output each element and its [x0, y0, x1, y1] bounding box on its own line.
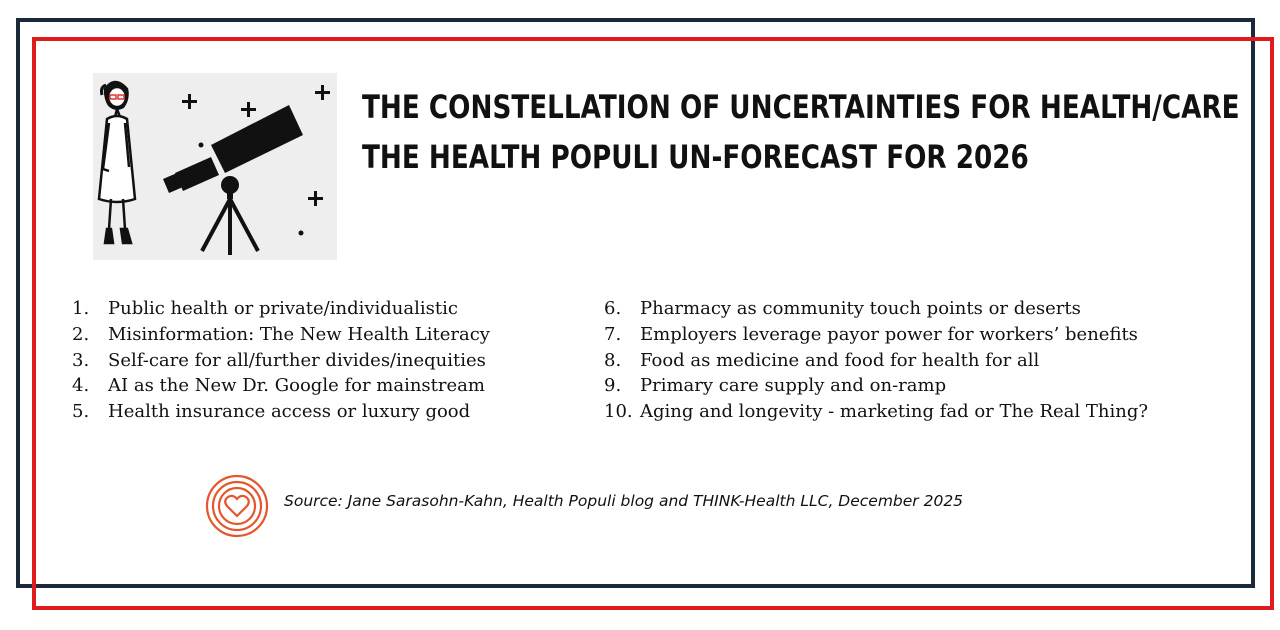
- list-item: 9. Primary care supply and on-ramp: [604, 375, 947, 397]
- heart-target-logo-icon: [205, 474, 269, 538]
- woman-with-telescope-icon: [93, 73, 337, 260]
- uncertainties-list-right: [604, 296, 1148, 425]
- list-item: 2. Misinformation: The New Health Literacy: [72, 323, 490, 345]
- telescope-illustration: [93, 73, 337, 260]
- list-item: 1. Public health or private/individualistic: [72, 298, 458, 319]
- list-item: 6. Pharmacy as community touch points or deserts: [604, 298, 1081, 319]
- list-item: 3. Self-care for all/further divides/inequities: [72, 349, 486, 371]
- list-item: 10. Aging and longevity - marketing fad or The Real Thing?: [604, 401, 1148, 423]
- list-item: 8. Food as medicine and food for health for all: [604, 349, 1040, 371]
- title-line-2: THE HEALTH POPULI UN-FORECAST FOR 2026: [362, 138, 1029, 176]
- list-item: 4. AI as the New Dr. Google for mainstream: [72, 375, 485, 397]
- title-line-1: THE CONSTELLATION OF UNCERTAINTIES FOR HEALTH/CARE: [362, 88, 1240, 126]
- uncertainties-list-left: [72, 296, 490, 425]
- title-block: [362, 82, 1240, 182]
- list-item: 7. Employers leverage payor power for workers’ benefits: [604, 323, 1138, 345]
- source-caption: Source: Jane Sarasohn-Kahn, Health Populi blog and THINK-Health LLC, December 2025: [284, 492, 964, 510]
- list-item: 5. Health insurance access or luxury good: [72, 401, 471, 423]
